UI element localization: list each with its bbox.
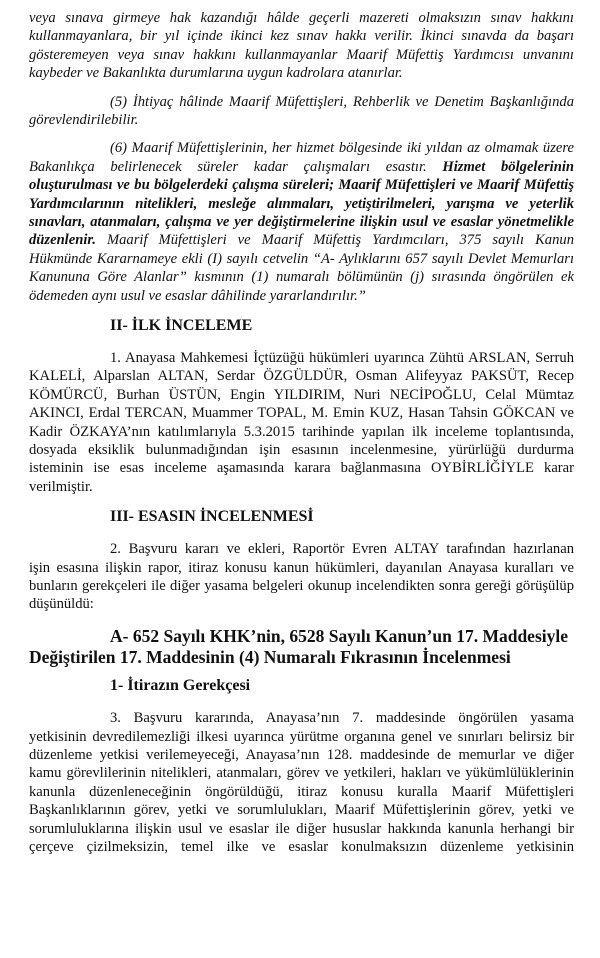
text-line: KALELİ, Alparslan ALTAN, Serdar ÖZGÜLDÜR, Osman Alifeyyaz PAKSÜT, Recep [29,368,574,384]
text-span: Maarif Müfettişleri ve Maarif Müfettiş Yardımcıları, 375 sayılı Kanun [106,232,574,248]
subsection-heading: Değiştirilen 17. Maddesinin (4) Numaralı Fıkrasının İncelenmesi [29,647,511,667]
text-line: bunların gerekçeleri ile diğer yasama belgeleri okunup incelendikten sonra gereği görüşülüp [29,578,574,594]
text-line: Kadir ÖZKAYA’nın katılımlarıyla 5.3.2015 tarihinde yapılan ilk inceleme toplantısında, [29,424,574,440]
text-line: 2. Başvuru kararı ve ekleri, Raportör Evren ALTAY tarafından hazırlanan [110,541,574,557]
text-line: gösteremeyen veya sınav hakkını kullanmayanlar Maarif Müfettiş Yardımcısı unvanını [29,47,574,63]
subsection-heading: A- 652 Sayılı KHK’nin, 6528 Sayılı Kanun’un 17. Maddesiyle [110,626,568,646]
text-line: dosyada eksiklik bulunmadığından işin esasının incelenmesine, yürürlüğü durdurma [29,442,574,458]
text-line: kamu görevlilerinin nitelikleri, atanmaları, görev ve yetkileri, hakları ve yükümlülüklerinin [29,765,574,781]
text-line: sorumluluklarına ilişkin usul ve esaslar ile diğer hususlar hakkında kanunla herhangi bir [29,821,574,837]
text-line: sınavları, atanmaları, çalışma ve yer değiştirmelerine ilişkin usul ve esaslar yönetmelikle [29,214,574,230]
text-line: KÖMÜRCÜ, Burhan ÜSTÜN, Engin YILDIRIM, Nuri NECİPOĞLU, Celal Mümtaz [29,387,574,403]
text-line: Başkanlıklarının görev, yetki ve sorumlulukları, Maarif Müfettişlerinin görev, yetki ve [29,802,574,818]
text-line: kullanmayanlara, bir yıl içinde ikinci kez sınav hakkı verilir. İkinci sınavda da başarı [29,28,574,44]
bold-text-span: Hizmet bölgelerinin [442,159,574,175]
text-line: işin esasına ilişkin rapor, itiraz konusu kanun hükümleri, dayanılan Anayasa kuralları ve [29,560,574,576]
text-line: verilmiştir. [29,479,93,495]
text-line [29,230,574,250]
text-line: Hükmünde Kararnameye ekli (I) sayılı cetvelin “A- Aylıklarını 657 sayılı Devlet Memurları [29,251,574,267]
text-line: görevlendirilebilir. [29,112,139,128]
text-line: düzenleme yetkisi verilemeyeceği, Anayasa’nın 128. maddesinde de memurlar ve diğer [29,747,574,763]
text-line: kaybeder ve Bakanlıkta durumlarına uygun kadrolara atanırlar. [29,65,403,81]
text-line [29,157,574,177]
text-line: çerçeve çizilmeksizin, temel ilke ve esaslar konulmaksızın düzenleme yetkisinin [29,839,574,855]
bold-text-span: düzenlenir. [29,232,96,248]
section-heading: II- İLK İNCELEME [110,317,253,334]
text-line: düşünüldü: [29,596,94,612]
text-span: Bakanlıkça belirlenecek süreler kadar çalışmaları esastır. [29,159,427,175]
section-heading: III- ESASIN İNCELENMESİ [110,508,314,525]
text-line: kanunla düzenleneceğinin öngörüldüğü, itiraz konusu kuralla Maarif Müfettişleri [29,784,574,800]
text-line: ödemeden aynı usul ve esaslar dâhilinde yararlandırılır.” [29,288,366,304]
text-line: oluşturulması ve bu bölgelerdeki çalışma süreleri; Maarif Müfettişleri ve Maarif Müfettiş [29,177,574,193]
text-line: veya sınava girmeye hak kazandığı hâlde geçerli mazereti olmaksızın sınav hakkını [29,10,574,26]
text-line: yetkisinin devredilemezliği ilkesi uyarınca yürütme organına genel ve sınırları belirsiz bir [29,729,574,745]
text-line: AKINCI, Erdal TERCAN, Muammer TOPAL, M. Emin KUZ, Hasan Tahsin GÖKCAN ve [29,405,574,421]
text-line: Yardımcılarının nitelikleri, mesleğe alınmaları, yetiştirilmeleri, yarışma ve yeterlik [29,196,574,212]
text-line: 1. Anayasa Mahkemesi İçtüzüğü hükümleri uyarınca Zühtü ARSLAN, Serruh [110,350,574,366]
subsection-heading: 1- İtirazın Gerekçesi [110,677,251,694]
text-line: Kanununa Göre Alanlar” kısmının (1) numaralı bölümünün (j) sırasında öngörülen ek [29,269,574,285]
text-line: (6) Maarif Müfettişlerinin, her hizmet bölgesinde iki yıldan az olmamak üzere [110,140,574,156]
text-line: (5) İhtiyaç hâlinde Maarif Müfettişleri, Rehberlik ve Denetim Başkanlığında [110,94,574,110]
text-line: 3. Başvuru kararında, Anayasa’nın 7. maddesinde öngörülen yasama [110,710,574,726]
text-line: isteminin ise esas inceleme aşamasında karara bağlanmasına OYBİRLİĞİYLE karar [29,460,574,476]
